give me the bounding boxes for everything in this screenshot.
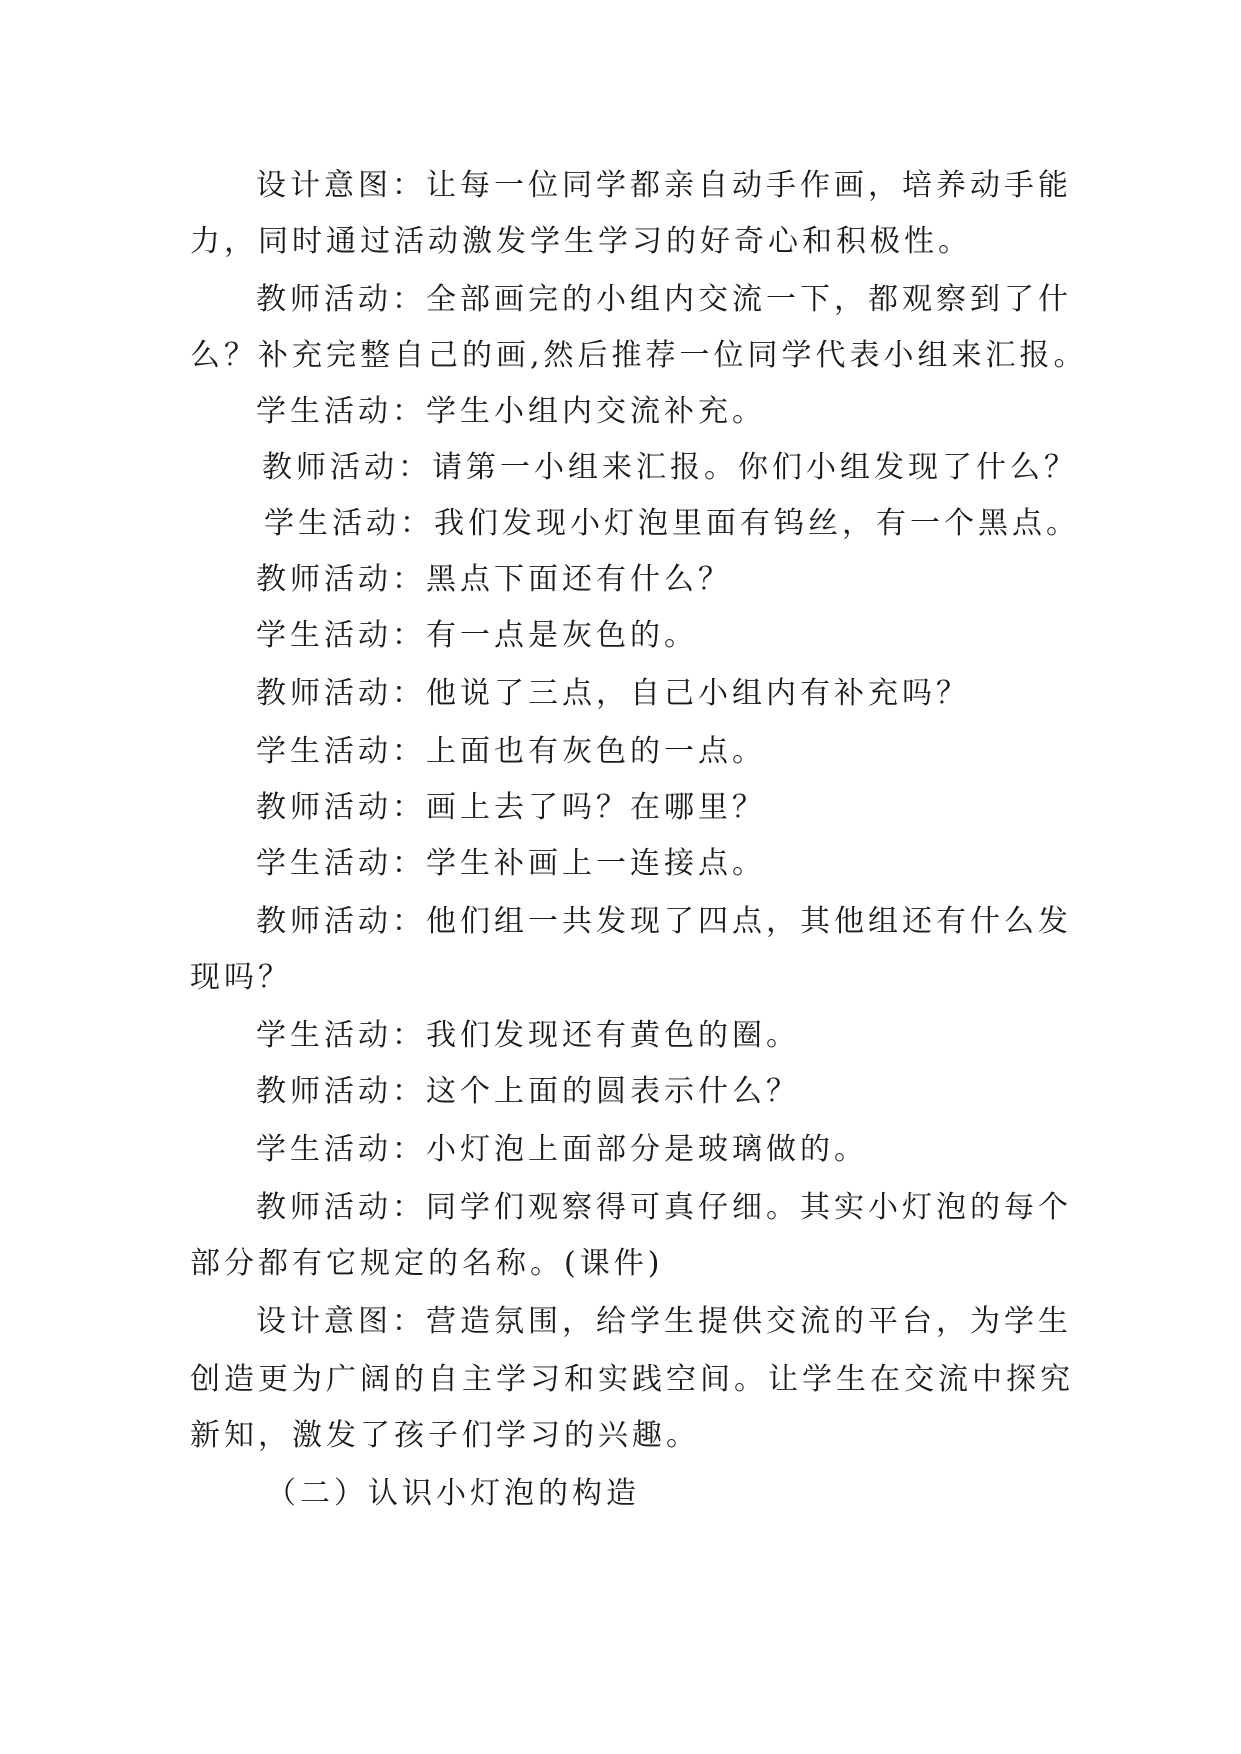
paragraph-line: 教师活动：他们组一共发现了四点，其他组还有什么发 xyxy=(256,904,1072,939)
paragraph-line: 现吗？ xyxy=(190,960,292,995)
paragraph-line: 力，同时通过活动激发学生学习的好奇心和积极性。 xyxy=(190,224,972,259)
paragraph-line: 教师活动：他说了三点，自己小组内有补充吗？ xyxy=(256,676,970,711)
paragraph-line: 教师活动：请第一小组来汇报。你们小组发现了什么？ xyxy=(262,450,1078,485)
paragraph-line: 学生活动：小灯泡上面部分是玻璃做的。 xyxy=(256,1132,868,1167)
paragraph-line: 学生活动：学生小组内交流补充。 xyxy=(256,394,766,429)
paragraph-line: 部分都有它规定的名称。(课件) xyxy=(190,1246,664,1281)
paragraph-line: 么？补充完整自己的画,然后推荐一位同学代表小组来汇报。 xyxy=(190,338,1088,373)
section-heading: （二）认识小灯泡的构造 xyxy=(266,1476,640,1511)
paragraph-line: 学生活动：学生补画上一连接点。 xyxy=(256,846,766,881)
paragraph-line: 学生活动：我们发现还有黄色的圈。 xyxy=(256,1018,800,1053)
paragraph-line: 学生活动：上面也有灰色的一点。 xyxy=(256,734,766,769)
paragraph-line: 学生活动：我们发现小灯泡里面有钨丝，有一个黑点。 xyxy=(264,506,1080,541)
paragraph-line: 设计意图：营造氛围，给学生提供交流的平台，为学生 xyxy=(256,1304,1072,1339)
paragraph-line: 学生活动：有一点是灰色的。 xyxy=(256,618,698,653)
paragraph-line: 创造更为广阔的自主学习和实践空间。让学生在交流中探究 xyxy=(190,1362,1074,1397)
paragraph-line: 新知，激发了孩子们学习的兴趣。 xyxy=(190,1418,700,1453)
paragraph-line: 教师活动：画上去了吗？在哪里？ xyxy=(256,790,766,825)
paragraph-line: 教师活动：黑点下面还有什么？ xyxy=(256,562,732,597)
paragraph-line: 设计意图：让每一位同学都亲自动手作画，培养动手能 xyxy=(256,168,1072,203)
paragraph-line: 教师活动：同学们观察得可真仔细。其实小灯泡的每个 xyxy=(256,1190,1072,1225)
paragraph-line: 教师活动：全部画完的小组内交流一下，都观察到了什 xyxy=(256,282,1072,317)
paragraph-line: 教师活动：这个上面的圆表示什么？ xyxy=(256,1074,800,1109)
